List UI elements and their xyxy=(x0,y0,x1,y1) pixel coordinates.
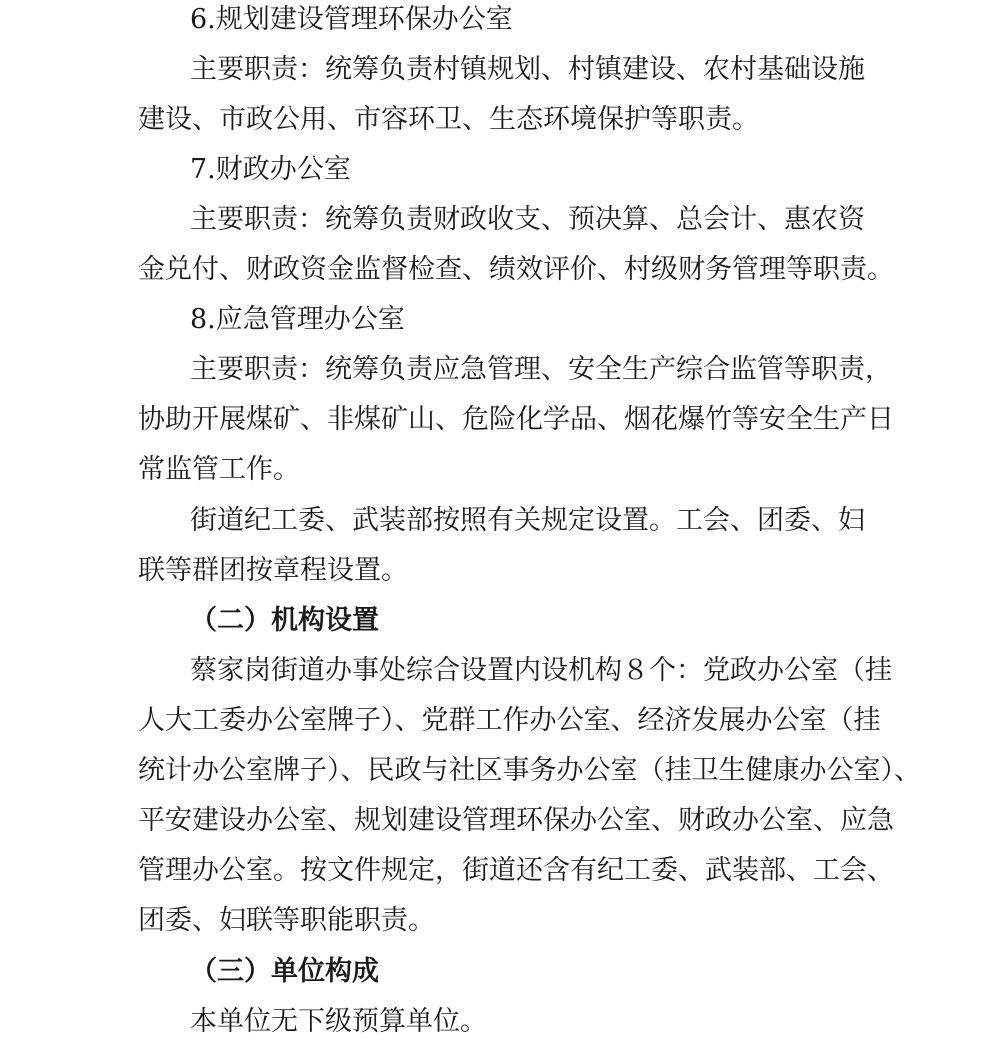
paragraph-line: 主要职责：统筹负责应急管理、安全生产综合监管等职责， xyxy=(190,354,892,385)
paragraph-line: 本单位无下级预算单位。 xyxy=(190,1006,487,1037)
paragraph-line: 协助开展煤矿、非煤矿山、危险化学品、烟花爆竹等安全生产日 xyxy=(138,404,894,435)
paragraph-line: 金兑付、财政资金监督检查、绩效评价、村级财务管理等职责。 xyxy=(138,254,894,285)
paragraph-line: 主要职责：统筹负责财政收支、预决算、总会计、惠农资 xyxy=(190,204,865,235)
paragraph-line: 常监管工作。 xyxy=(138,454,300,485)
paragraph-line: 平安建设办公室、规划建设管理环保办公室、财政办公室、应急 xyxy=(138,805,894,836)
heading-emergency-office: 8.应急管理办公室 xyxy=(190,304,405,335)
heading-planning-office: 6.规划建设管理环保办公室 xyxy=(190,4,513,35)
section-heading-unit-composition: （三）单位构成 xyxy=(190,956,379,987)
paragraph-line: 人大工委办公室牌子）、党群工作办公室、经济发展办公室（挂 xyxy=(138,705,881,736)
paragraph-line: 蔡家岗街道办事处综合设置内设机构８个：党政办公室（挂 xyxy=(190,655,892,686)
paragraph-line: 街道纪工委、武装部按照有关规定设置。工会、团委、妇 xyxy=(190,505,865,536)
section-heading-institution-setup: （二）机构设置 xyxy=(190,605,379,636)
paragraph-line: 统计办公室牌子）、民政与社区事务办公室（挂卫生健康办公室）、 xyxy=(138,755,921,786)
paragraph-line: 主要职责：统筹负责村镇规划、村镇建设、农村基础设施 xyxy=(190,54,865,85)
paragraph-line: 建设、市政公用、市容环卫、生态环境保护等职责。 xyxy=(138,104,759,135)
heading-finance-office: 7.财政办公室 xyxy=(190,154,351,185)
paragraph-line: 团委、妇联等职能职责。 xyxy=(138,905,435,936)
paragraph-line: 联等群团按章程设置。 xyxy=(138,555,408,586)
paragraph-line: 管理办公室。按文件规定，街道还含有纪工委、武装部、工会、 xyxy=(138,855,894,886)
